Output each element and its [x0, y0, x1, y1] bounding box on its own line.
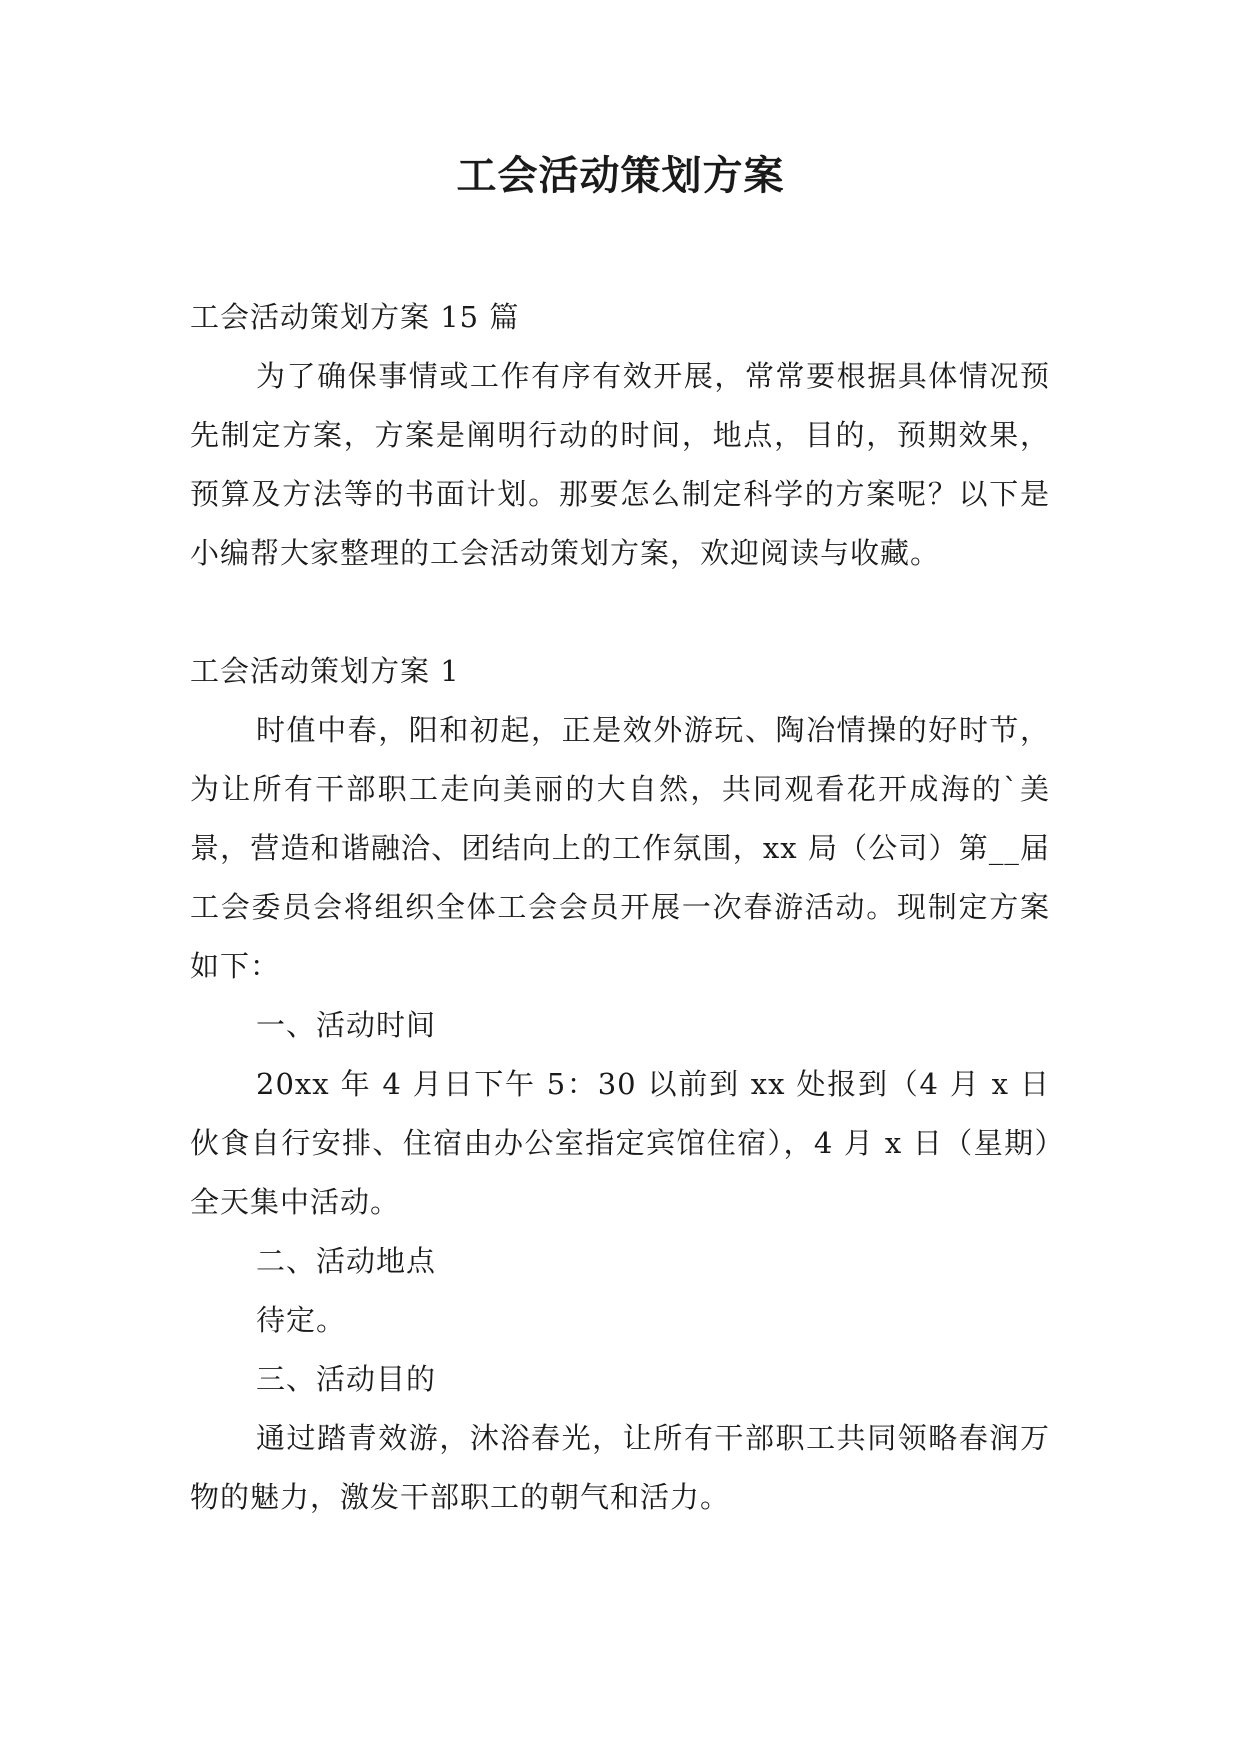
- item-text-purpose: 通过踏青效游，沐浴春光，让所有干部职工共同领略春润万物的魅力，激发干部职工的朝气和活力。: [190, 1421, 1050, 1514]
- item-heading-time: 一、活动时间: [256, 1008, 437, 1042]
- section-spacer: [190, 583, 1050, 642]
- item-heading-location: 二、活动地点: [256, 1244, 437, 1278]
- document-title: 工会活动策划方案: [456, 152, 785, 199]
- item-text-time: 20xx 年 4 月日下午 5：30 以前到 xx 处报到（4 月 x 日伙食自行安排、住宿由办公室指定宾馆住宿），4 月 x 日（星期）全天集中活动。: [190, 1067, 1050, 1219]
- section-opening-paragraph: 时值中春，阳和初起，正是效外游玩、陶冶情操的好时节，为让所有干部职工走向美丽的大自然，共同观看花开成海的`美景，营造和谐融洽、团结向上的工作氛围，xx 局（公司）第__届工会委员会将组织全体工会会员开展一次春游活动。现制定方案如下：: [190, 713, 1050, 983]
- section-heading: 工会活动策划方案 1: [190, 654, 460, 688]
- document-subtitle: 工会活动策划方案 15 篇: [190, 300, 520, 334]
- intro-paragraph: 为了确保事情或工作有序有效开展，常常要根据具体情况预先制定方案，方案是阐明行动的时间，地点，目的，预期效果，预算及方法等的书面计划。那要怎么制定科学的方案呢？以下是小编帮大家整理的工会活动策划方案，欢迎阅读与收藏。: [190, 359, 1050, 570]
- document-body: [190, 288, 1050, 1527]
- item-heading-purpose: 三、活动目的: [256, 1362, 437, 1396]
- item-text-location: 待定。: [256, 1303, 347, 1337]
